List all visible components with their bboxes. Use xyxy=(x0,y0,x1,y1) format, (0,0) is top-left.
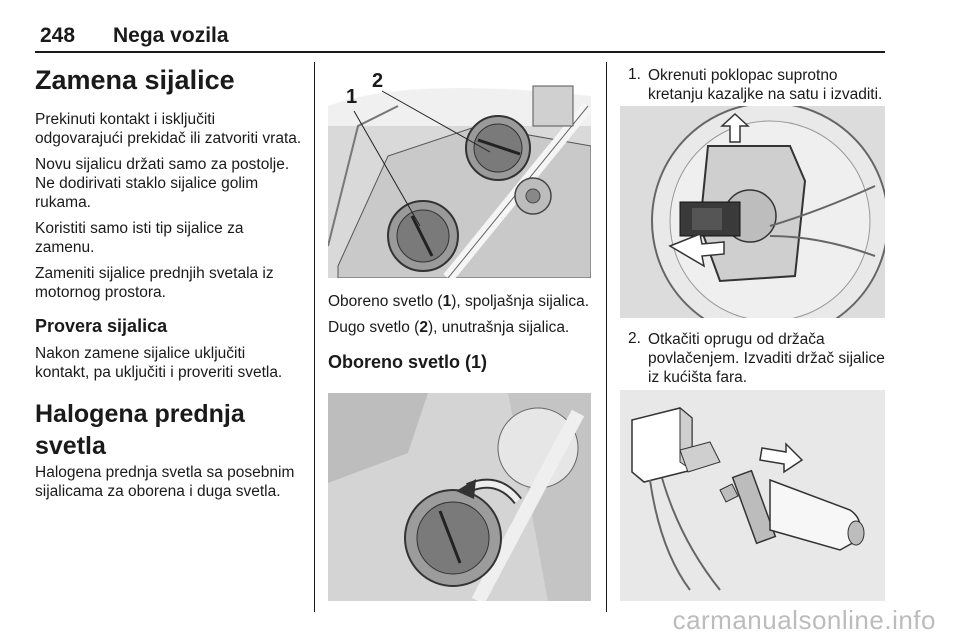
paragraph-engine-bay: Zameniti sijalice prednjih svetala iz motornog prostora. xyxy=(35,265,274,301)
figure-headlamp-caps xyxy=(328,66,591,278)
paragraph-ignition-off: Prekinuti kontakt i isključiti odgovarajući prekidač ili zatvoriti vrata. xyxy=(35,111,302,147)
figure-remove-cap xyxy=(620,106,885,318)
page-number: 248 xyxy=(40,24,76,47)
caption-high-beam-prefix: Dugo svetlo ( xyxy=(328,319,420,336)
column-1 xyxy=(35,64,303,501)
caption-low-beam-suffix: ), spoljašnja sijalica. xyxy=(451,293,590,310)
caption-high-beam xyxy=(328,318,598,337)
watermark-text: carmanualsonline.info xyxy=(672,605,936,635)
caption-low-beam-prefix: Oboreno svetlo ( xyxy=(328,293,443,310)
paragraph-halogen: Halogena prednja svetla sa posebnim sijalicama za oborena i duga svetla. xyxy=(35,464,295,500)
paragraph-bulb-check: Nakon zamene sijalice uključiti kontakt, pa uključiti i proveriti svetla. xyxy=(35,345,283,381)
caption-high-beam-suffix: ), unutrašnja sijalica. xyxy=(427,319,570,336)
figure-rotate-cap xyxy=(328,393,591,601)
heading-bulb-replacement: Zamena sijalice xyxy=(35,65,235,95)
step-1-number: 1. xyxy=(628,66,641,83)
figure-bulb-holder xyxy=(620,390,885,601)
figure-label-2: 2 xyxy=(372,70,384,92)
heading-low-beam: Oboreno svetlo (1) xyxy=(328,352,488,372)
column-2-text xyxy=(328,292,598,373)
step-1-text: Okrenuti poklopac suprotno kretanju kazaljke na satu i izvaditi. xyxy=(648,67,883,103)
caption-low-beam-number: 1 xyxy=(442,293,452,310)
caption-high-beam-number: 2 xyxy=(419,319,428,336)
step-2-number: 2. xyxy=(628,330,641,347)
paragraph-hold-base: Novu sijalicu držati samo za postolje. Ne dodirivati staklo sijalice golim rukama. xyxy=(35,156,290,211)
caption-low-beam xyxy=(328,292,598,311)
paragraph-same-type: Koristiti samo isti tip sijalice za zamenu. xyxy=(35,220,244,256)
step-2-text: Otkačiti oprugu od držača povlačenjem. Izvaditi držač sijalice iz kućišta fara. xyxy=(648,331,885,386)
section-title: Nega vozila xyxy=(113,24,229,47)
column-divider-right xyxy=(606,62,607,612)
heading-bulb-check: Provera sijalica xyxy=(35,316,168,336)
heading-halogen-headlights: Halogena prednja svetla xyxy=(35,400,245,460)
figure-label-1: 1 xyxy=(346,86,358,108)
column-divider-left xyxy=(314,62,315,612)
header-divider xyxy=(35,51,885,53)
